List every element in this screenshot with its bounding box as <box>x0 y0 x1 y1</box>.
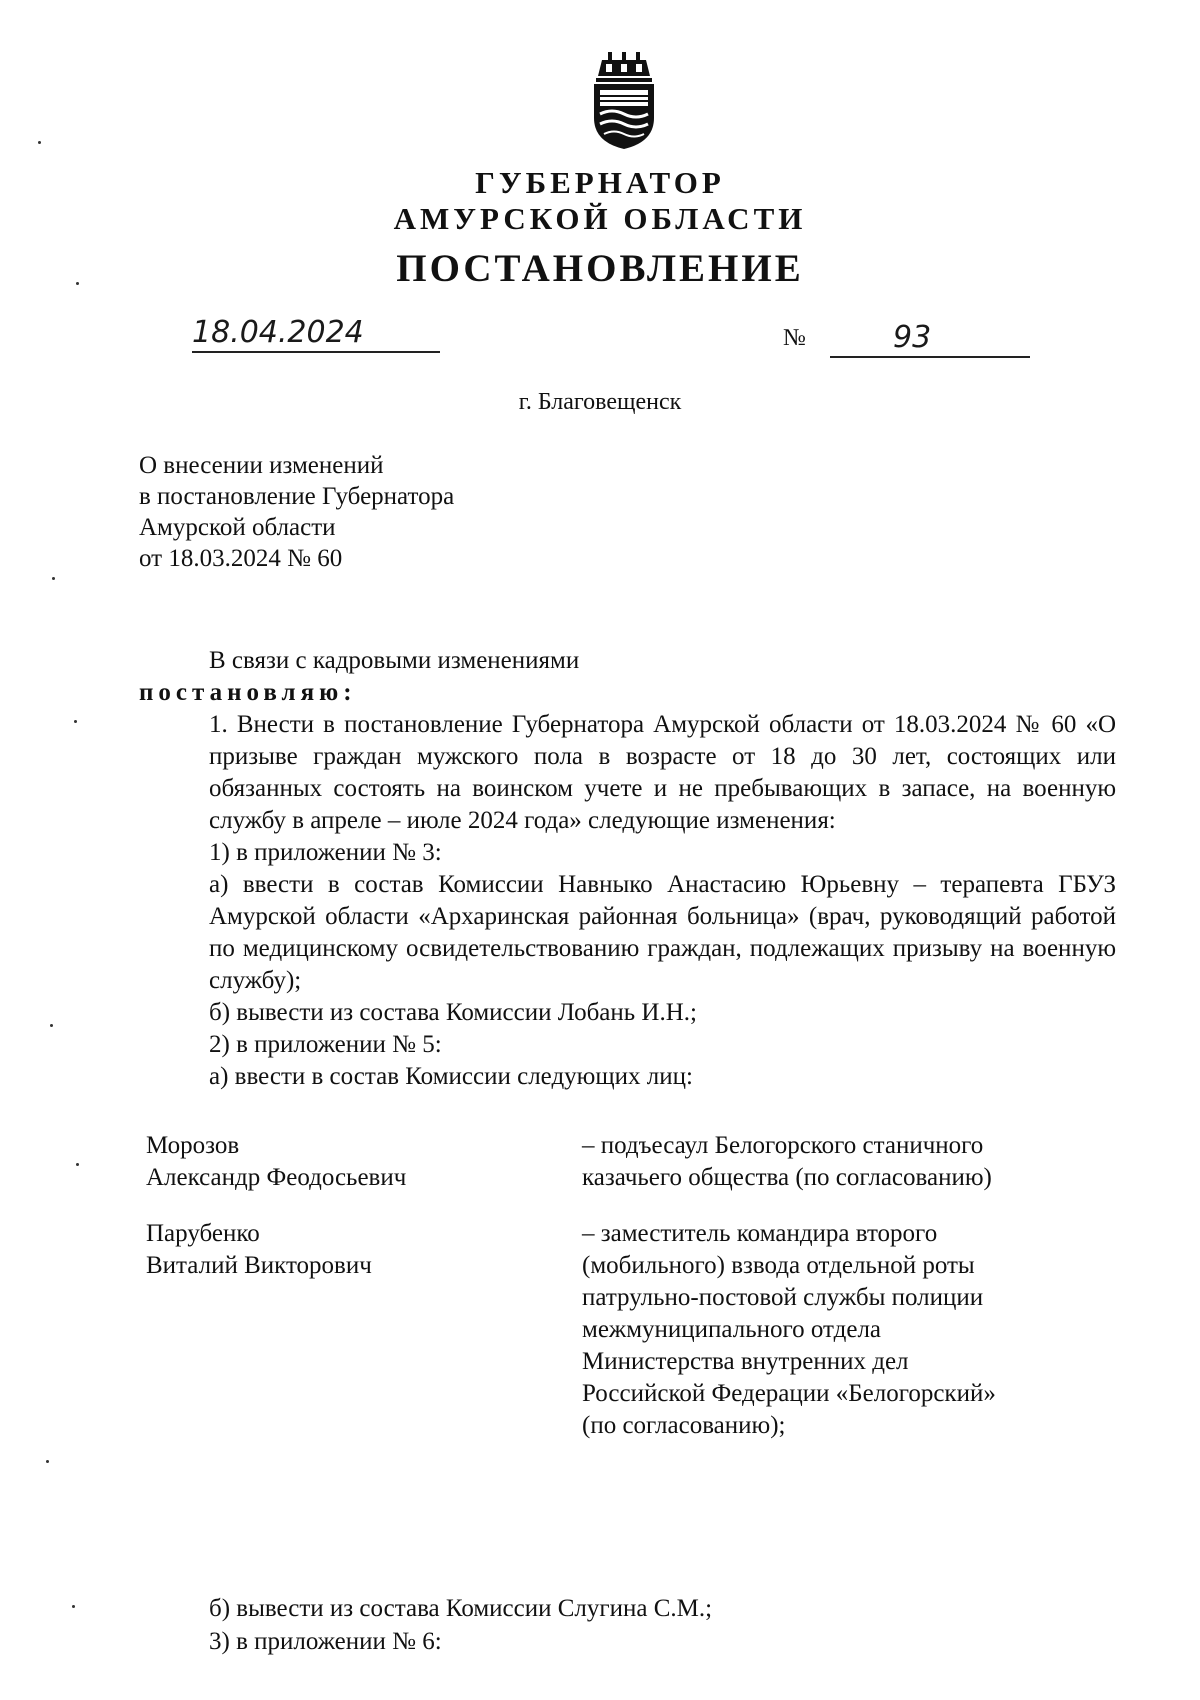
member-role-line: Министерства внутренних дел <box>582 1348 909 1375</box>
document-subject <box>139 450 454 574</box>
scan-speck <box>52 577 55 580</box>
issuer-region: АМУРСКОЙ ОБЛАСТИ <box>393 201 807 236</box>
document-tail <box>209 1592 712 1658</box>
subitem-3: 3) в приложении № 6: <box>209 1628 442 1655</box>
member-surname: Морозов <box>146 1132 240 1159</box>
member-row <box>146 1218 1106 1442</box>
document-date: 18.04.2024 <box>192 315 364 350</box>
member-role <box>582 1218 1082 1442</box>
member-role-line: казачьего общества (по согласованию) <box>582 1164 992 1191</box>
subitem-2a: а) ввести в состав Комиссии следующих лиц: <box>209 1063 693 1090</box>
subject-line: от 18.03.2024 № 60 <box>139 545 343 572</box>
number-underline <box>830 356 1030 358</box>
number-label: № <box>783 325 806 351</box>
member-role-line: патрульно-постовой службы полиции <box>582 1284 984 1311</box>
subitem-1b: б) вывести из состава Комиссии Лобань И.Н.; <box>209 999 697 1026</box>
member-role-line: (мобильного) взвода отдельной роты <box>582 1252 975 1279</box>
member-name <box>146 1218 582 1442</box>
scan-speck <box>74 720 77 723</box>
subject-line: в постановление Губернатора <box>139 483 455 510</box>
resolve-word: постановляю: <box>139 679 357 706</box>
member-row <box>146 1130 1106 1194</box>
scan-speck <box>72 1605 75 1608</box>
document-type: ПОСТАНОВЛЕНИЕ <box>396 247 804 290</box>
member-role-line: (по согласованию); <box>582 1412 786 1439</box>
scan-speck <box>50 1024 53 1027</box>
subitem-2: 2) в приложении № 5: <box>209 1031 442 1058</box>
member-role-line: Российской Федерации «Белогорский» <box>582 1380 996 1407</box>
city: г. Благовещенск <box>518 389 682 415</box>
member-given-name: Александр Феодосьевич <box>146 1164 407 1191</box>
member-surname: Парубенко <box>146 1220 260 1247</box>
member-role <box>582 1130 1082 1194</box>
issuer-title: ГУБЕРНАТОР <box>475 165 725 200</box>
scan-speck <box>38 141 41 144</box>
scan-speck <box>46 1460 49 1463</box>
preamble: В связи с кадровыми изменениями <box>209 647 580 674</box>
date-underline <box>192 351 440 353</box>
scan-speck <box>76 1163 79 1166</box>
member-role-line: – заместитель командира второго <box>582 1220 938 1247</box>
member-name <box>146 1130 582 1194</box>
subitem-1: 1) в приложении № 3: <box>209 839 442 866</box>
scan-speck <box>76 282 79 285</box>
item-1: 1. Внести в постановление Губернатора Амурской области от 18.03.2024 № 60 «О призыве граждан мужского пола в возрасте от 18 до 30 лет, состоящих или обязанных состоять на воинском учете и не пребывающих в запасе, на военную службу в апреле – июле 2024 года» следующие изменения: <box>209 711 1116 834</box>
subject-line: О внесении изменений <box>139 452 384 479</box>
document-body <box>139 645 1116 1093</box>
subject-line: Амурской области <box>139 514 336 541</box>
member-role-line: межмуниципального отдела <box>582 1316 882 1343</box>
member-given-name: Виталий Викторович <box>146 1252 372 1279</box>
coat-of-arms-emblem <box>588 52 660 150</box>
document-number: 93 <box>893 320 932 355</box>
members-list <box>146 1130 1106 1466</box>
member-role-line: – подъесаул Белогорского станичного <box>582 1132 984 1159</box>
subitem-1a: а) ввести в состав Комиссии Навныко Анастасию Юрьевну – терапевта ГБУЗ Амурской области «Архаринская районная больница» (врач, руководящий работой по медицинскому освидетельствованию граждан, подлежащих призыву на военную службу); <box>209 871 1116 994</box>
subitem-2b: б) вывести из состава Комиссии Слугина С.М.; <box>209 1595 713 1622</box>
